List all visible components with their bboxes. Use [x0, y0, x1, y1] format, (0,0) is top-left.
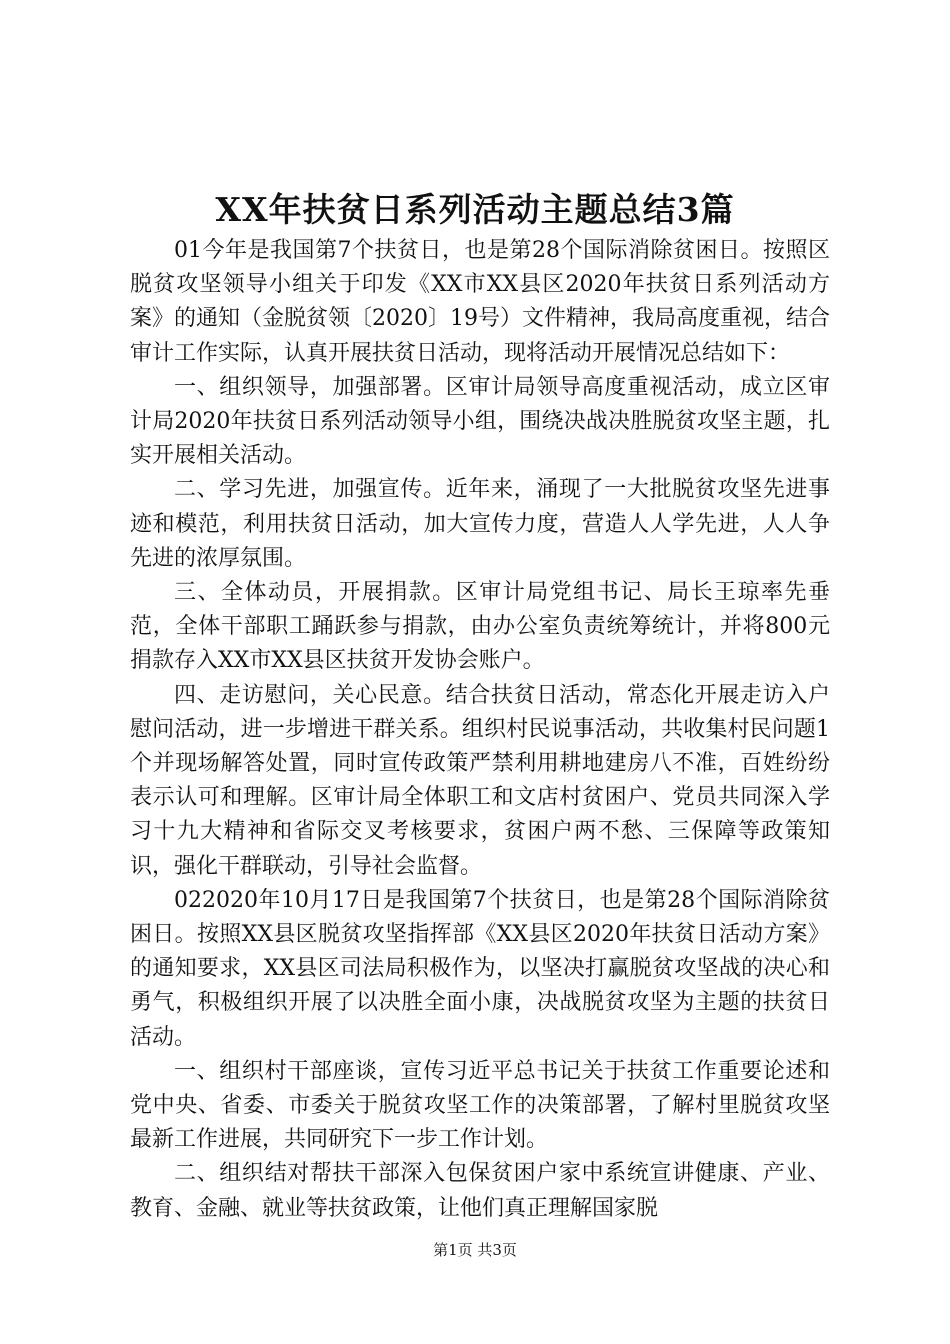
paragraph-7: 一、组织村干部座谈，宣传习近平总书记关于扶贫工作重要论述和党中央、省委、市委关于脱贫攻坚工作的决策部署，了解村里脱贫攻坚最新工作进展，共同研究下一步工作计划。: [130, 1058, 830, 1153]
paragraph-2: 一、组织领导，加强部署。区审计局领导高度重视活动，成立区审计局2020年扶贫日系列活动领导小组，围绕决战决胜脱贫攻坚主题，扎实开展相关活动。: [130, 374, 830, 469]
paragraph-3: 二、学习先进，加强宣传。近年来，涌现了一大批脱贫攻坚先进事迹和模范，利用扶贫日活动，加大宣传力度，营造人人学先进，人人争先进的浓厚氛围。: [130, 477, 830, 571]
paragraph-1: 01今年是我国第7个扶贫日，也是第28个国际消除贫困日。按照区脱贫攻坚领导小组关于印发《XX市XX县区2020年扶贫日系列活动方案》的通知（金脱贫领〔2020〕19号）文件精神，我局高度重视，结合审计工作实际，认真开展扶贫日活动，现将活动开展情况总结如下：: [130, 238, 830, 366]
document-body: [130, 234, 830, 1226]
page-footer: 第1页 共3页: [433, 1241, 517, 1259]
paragraph-5: 四、走访慰问，关心民意。结合扶贫日活动，常态化开展走访入户慰问活动，进一步增进干群关系。组织村民说事活动，共收集村民问题1个并现场解答处置，同时宣传政策严禁利用耕地建房八不准，百姓纷纷表示认可和理解。区审计局全体职工和文店村贫困户、党员共同深入学习十九大精神和省际交叉考核要求，贫困户两不愁、三保障等政策知识，强化干群联动，引导社会监督。: [130, 682, 830, 879]
paragraph-6: 022020年10月17日是我国第7个扶贫日，也是第28个国际消除贫困日。按照XX县区脱贫攻坚指挥部《XX县区2020年扶贫日活动方案》的通知要求，XX县区司法局积极作为，以坚决打赢脱贫攻坚战的决心和勇气，积极组织开展了以决胜全面小康，决战脱贫攻坚为主题的扶贫日活动。: [130, 887, 830, 1050]
document-title: XX年扶贫日系列活动主题总结3篇: [215, 190, 735, 229]
paragraph-8: 二、组织结对帮扶干部深入包保贫困户家中系统宣讲健康、产业、教育、金融、就业等扶贫政策，让他们真正理解国家脱: [130, 1161, 830, 1221]
paragraph-4: 三、全体动员，开展捐款。区审计局党组书记、局长王琼率先垂范，全体干部职工踊跃参与捐款，由办公室负责统筹统计，并将800元捐款存入XX市XX县区扶贫开发协会账户。: [130, 580, 830, 674]
